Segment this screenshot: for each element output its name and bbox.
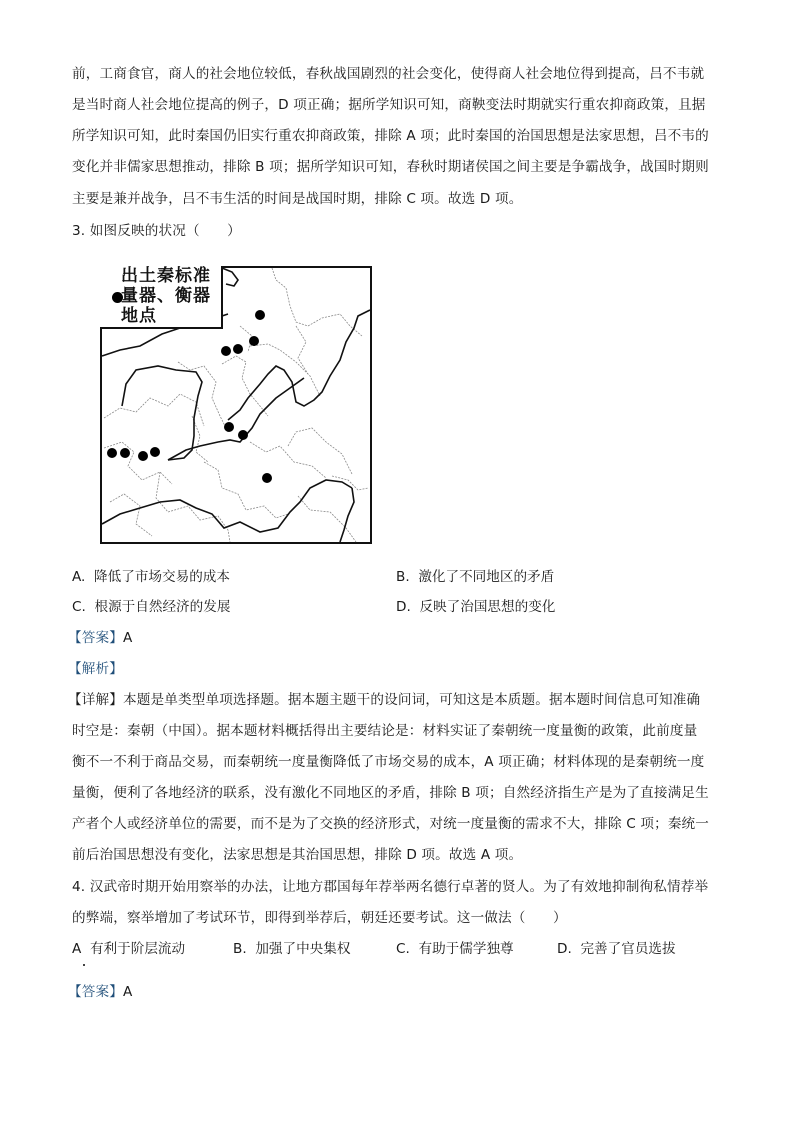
q3-detail-line [68,691,700,709]
q4-answer [68,983,132,1001]
option-key: B. [396,569,410,585]
option-text: 降低了市场交易的成本 [94,569,230,585]
prev-explanation-line: 主要是兼并战争，吕不韦生活的时间是战国时期，排除 C 项。故选 D 项。 [72,191,523,207]
legend-line: 地点 [121,306,157,326]
q4-option-d [557,940,676,958]
option-key: A [72,941,82,957]
option-text: 有利于阶层流动 [89,941,186,957]
q3-detail-line: 衡不一不利于商品交易，而秦朝统一度量衡降低了市场交易的成本，A 项正确；材料体现的是秦朝统一度 [72,754,705,770]
q4-option-b [233,940,350,958]
prev-explanation-line: 是当时商人社会地位提高的例子，D 项正确；据所学知识可知，商鞅变法时期就实行重农抑商政策，且据 [72,97,706,113]
option-text: 有助于儒学独尊 [418,941,514,957]
prev-explanation-line: 前，工商食官，商人的社会地位较低，春秋战国剧烈的社会变化，使得商人社会地位得到提高，吕不韦就 [72,66,705,82]
option-text: 根源于自然经济的发展 [94,599,231,615]
detail-label: 【详解】 [68,692,123,708]
answer-value: A [122,984,133,1000]
question-4-stem-line: 的弊端，察举增加了考试环节，即得到举荐后，朝廷还要考试。这一做法（ ） [72,910,567,926]
question-4-stem-line: 4. 汉武帝时期开始用察举的办法，让地方郡国每年荐举两名德行卓著的贤人。为了有效地抑制徇私情荐举 [72,879,709,895]
q3-option-b [396,568,554,586]
answer-value: A [122,630,133,646]
q3-option-d [396,598,555,616]
option-text: 激化了不同地区的矛盾 [418,569,555,585]
question-3-stem: 3. 如图反映的状况（ ） [72,223,241,239]
prev-explanation-line: 所学知识可知，此时秦国仍旧实行重农抑商政策，排除 A 项；此时秦国的治国思想是法家思想，吕不韦的 [72,128,709,144]
option-key: D. [396,599,411,615]
option-text: 完善了官员选拔 [580,941,676,957]
legend-line: 量器、衡器 [121,286,211,306]
q3-detail-line: 时空是：秦朝（中国）。据本题材料概括得出主要结论是：材料实证了秦朝统一度量衡的政策，此前度量 [72,723,698,739]
q3-answer [68,629,132,647]
option-key: C. [396,941,410,957]
q3-option-c [72,598,230,616]
map-legend [100,266,223,329]
q3-option-a [72,568,230,586]
option-key: C. [72,599,86,615]
q3-detail-line: 产者个人或经济单位的需要，而不是为了交换的经济形式，对统一度量衡的需求不大，排除 C 项；秦统一 [72,816,710,832]
answer-label: 【答案】 [68,630,123,646]
prev-explanation-line: 变化并非儒家思想推动，排除 B 项；据所学知识可知，春秋时期诸侯国之间主要是争霸战争，战国时期则 [72,159,709,175]
option-key: B. [233,941,247,957]
q3-detail-line: 量衡，便利了各地经济的联系，没有激化不同地区的矛盾，排除 B 项；自然经济指生产是为了直接满足生 [72,785,709,801]
q3-detail-line: 前后治国思想没有变化，法家思想是其治国思想，排除 D 项。故选 A 项。 [72,847,523,863]
q3-analysis-heading [68,660,123,678]
answer-label: 【答案】 [68,984,123,1000]
q4-option-c [396,940,514,958]
legend-line: 出土秦标准 [121,266,211,286]
q4-option-a [72,940,185,958]
analysis-label: 【解析】 [68,661,123,677]
stray-mark [83,964,85,966]
option-key: A. [72,569,86,585]
option-text: 加强了中央集权 [255,941,351,957]
option-text: 反映了治国思想的变化 [419,599,556,615]
option-key: D. [557,941,572,957]
detail-text: 本题是单类型单项选择题。据本题主题干的设问词，可知这是本质题。据本题时间信息可知准确 [122,692,701,708]
